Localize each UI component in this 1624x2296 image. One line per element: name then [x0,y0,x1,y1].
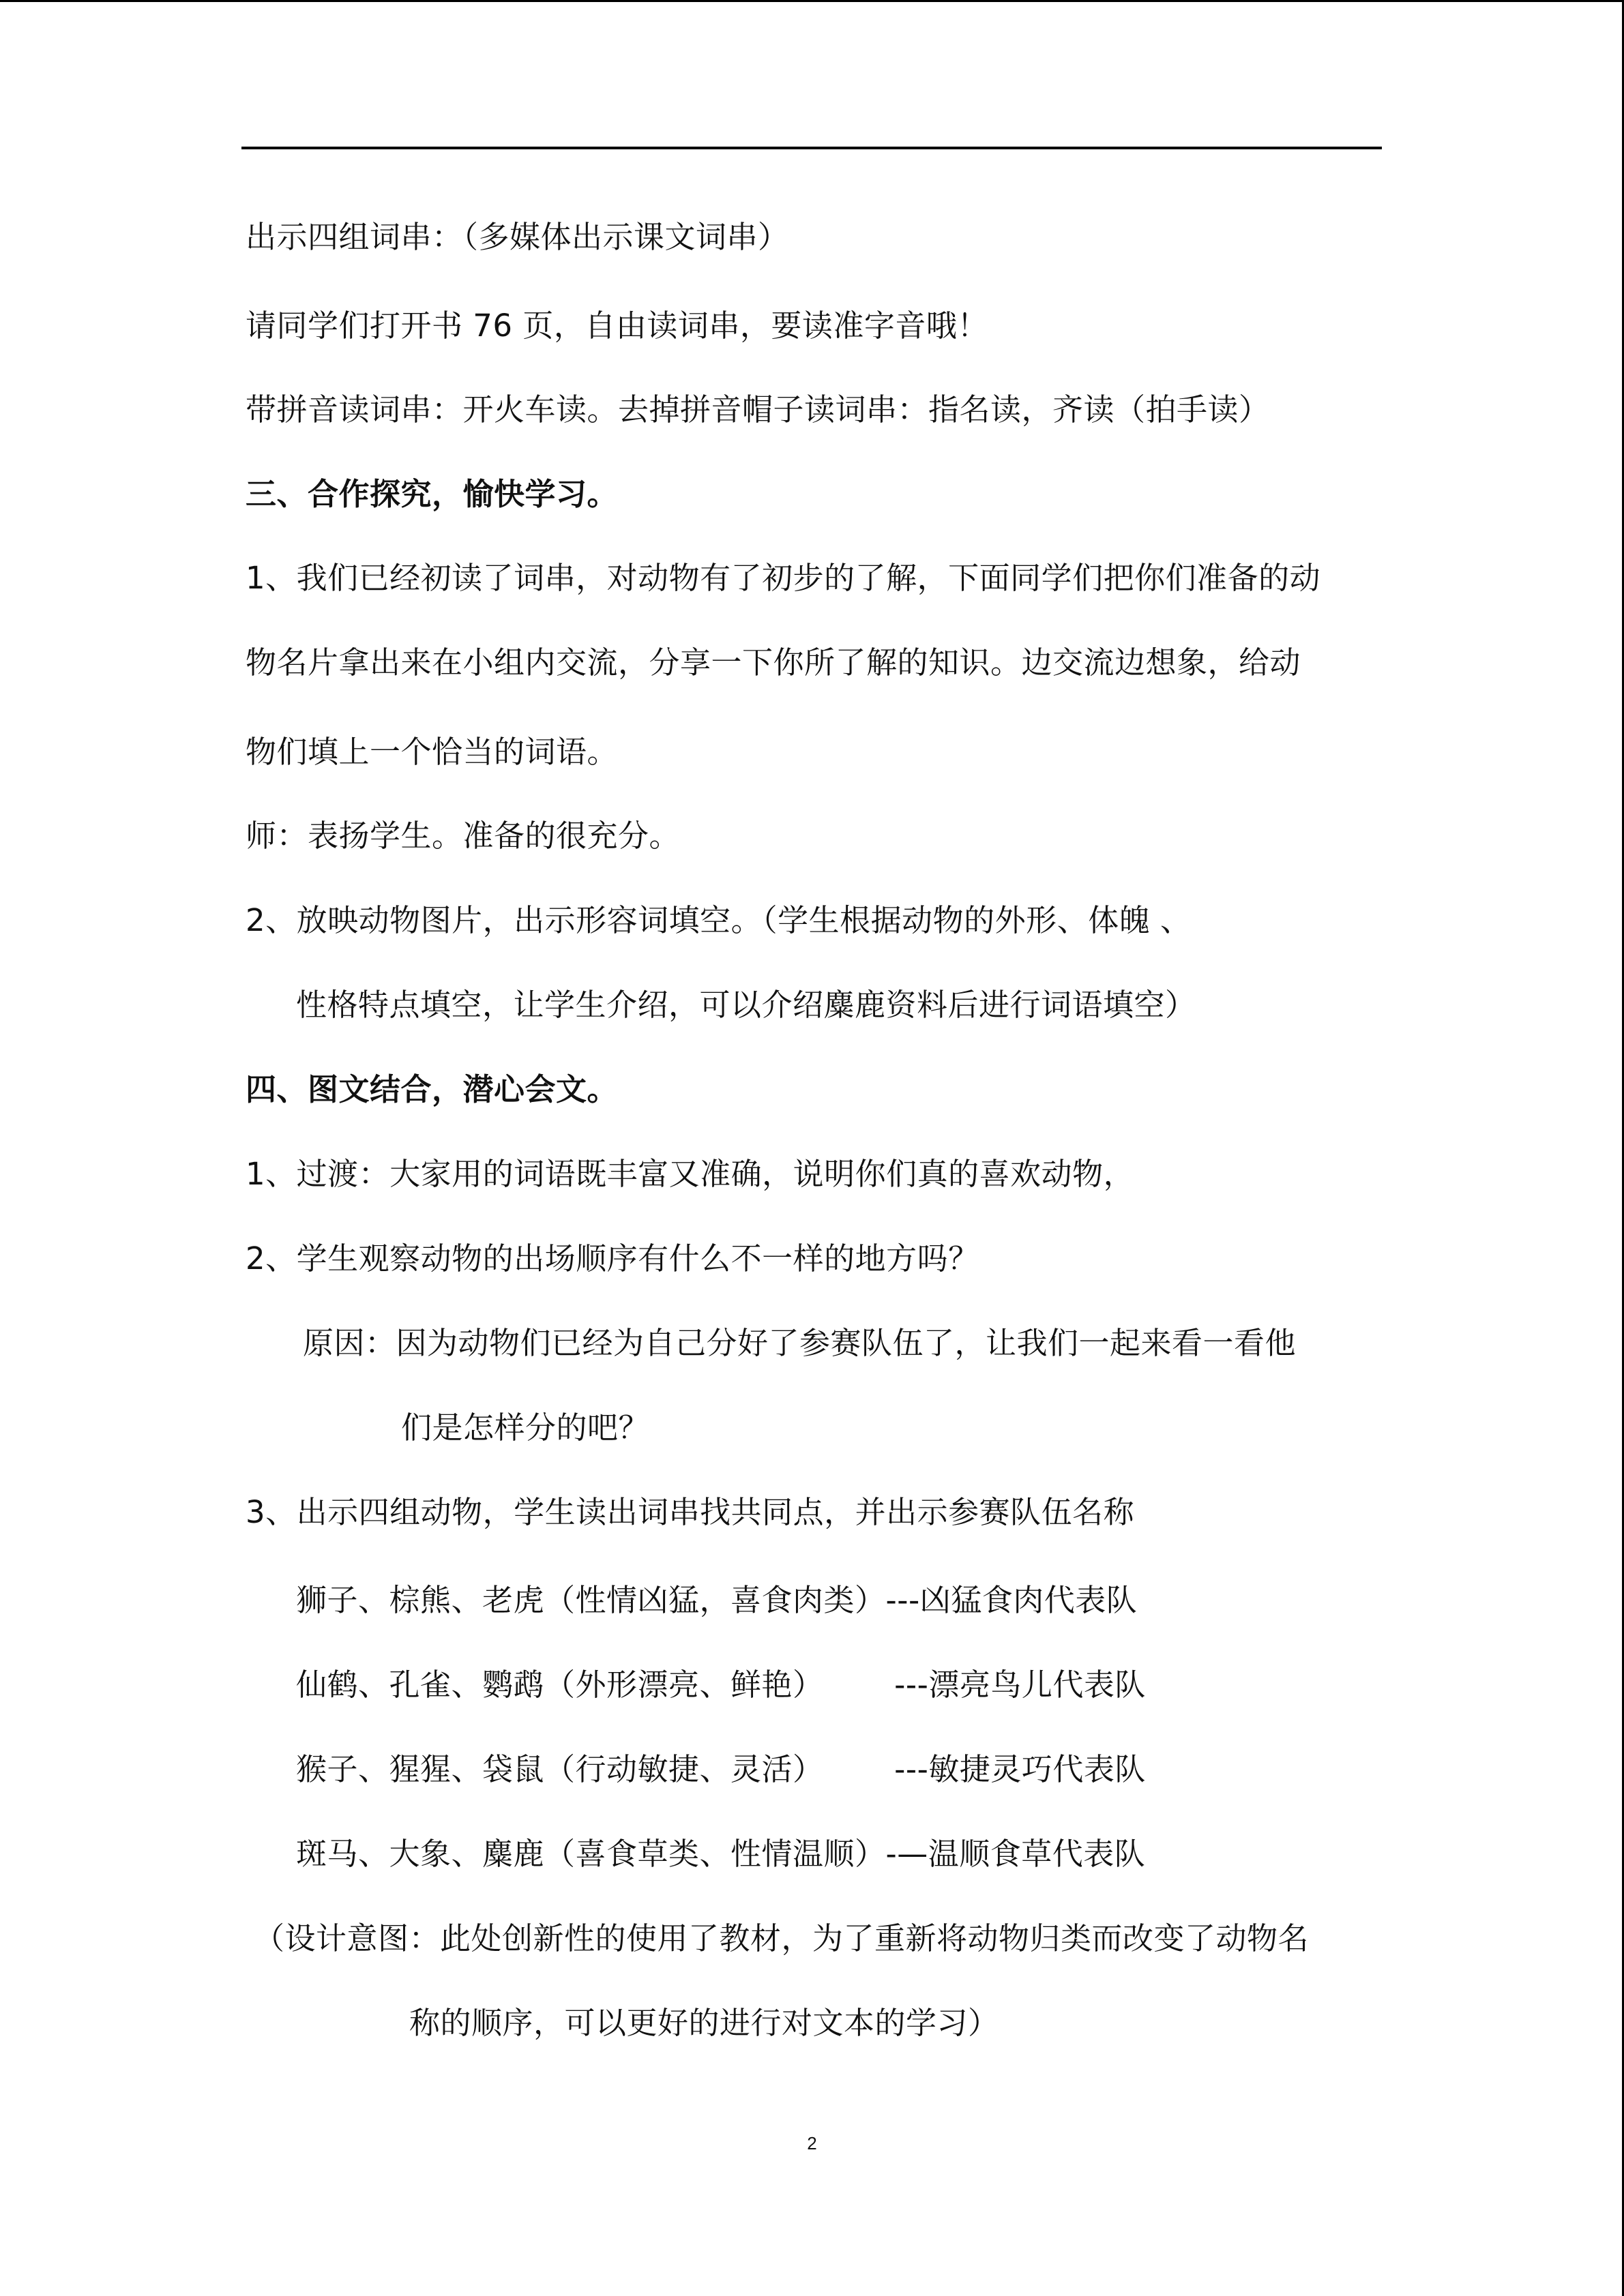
text-line: 猴子、猩猩、袋鼠（行动敏捷、灵活） ---敏捷灵巧代表队 [296,1751,1146,1787]
header-rule [241,147,1382,149]
text-line: 出示四组词串：（多媒体出示课文词串） [246,219,789,255]
page-number: 2 [807,2133,817,2153]
text-line: 原因：因为动物们已经为自己分好了参赛队伍了，让我们一起来看一看他 [303,1325,1297,1361]
text-line: 们是怎样分的吧？ [401,1410,650,1446]
page-border-top [0,0,1624,2]
text-line: 1、我们已经初读了词串，对动物有了初步的了解，下面同学们把你们准备的动 [246,560,1321,596]
text-line: 物们填上一个恰当的词语。 [246,734,619,770]
text-line: 仙鹤、孔雀、鹦鹉（外形漂亮、鲜艳） ---漂亮鸟儿代表队 [296,1667,1146,1703]
text-line: 师：表扬学生。准备的很充分。 [246,818,681,854]
text-line: 1、过渡：大家用的词语既丰富又准确，说明你们真的喜欢动物， [246,1156,1135,1192]
text-line: 狮子、棕熊、老虎（性情凶猛，喜食肉类）---凶猛食肉代表队 [296,1582,1138,1618]
section-heading: 三、合作探究，愉快学习。 [246,476,619,512]
text-line: 性格特点填空，让学生介绍，可以介绍麋鹿资料后进行词语填空） [296,987,1196,1023]
text-line: 斑马、大象、麋鹿（喜食草类、性情温顺）-—温顺食草代表队 [296,1836,1146,1872]
text-line: 3、出示四组动物，学生读出词串找共同点，并出示参赛队伍名称 [246,1494,1135,1530]
text-line: 带拼音读词串：开火车读。去掉拼音帽子读词串：指名读，齐读（拍手读） [246,391,1270,428]
text-line: 2、学生观察动物的出场顺序有什么不一样的地方吗？ [246,1240,979,1277]
text-line: （设计意图：此处创新性的使用了教材，为了重新将动物归类而改变了动物名 [254,1920,1310,1956]
section-heading: 四、图文结合，潜心会文。 [246,1071,619,1107]
text-line: 称的顺序，可以更好的进行对文本的学习） [409,2005,999,2041]
text-line: 物名片拿出来在小组内交流，分享一下你所了解的知识。边交流边想象，给动 [246,644,1301,681]
text-line: 2、放映动物图片，出示形容词填空。（学生根据动物的外形、体魄 、 [246,902,1192,938]
text-line: 请同学们打开书 76 页，自由读词串，要读准字音哦！ [246,308,988,344]
